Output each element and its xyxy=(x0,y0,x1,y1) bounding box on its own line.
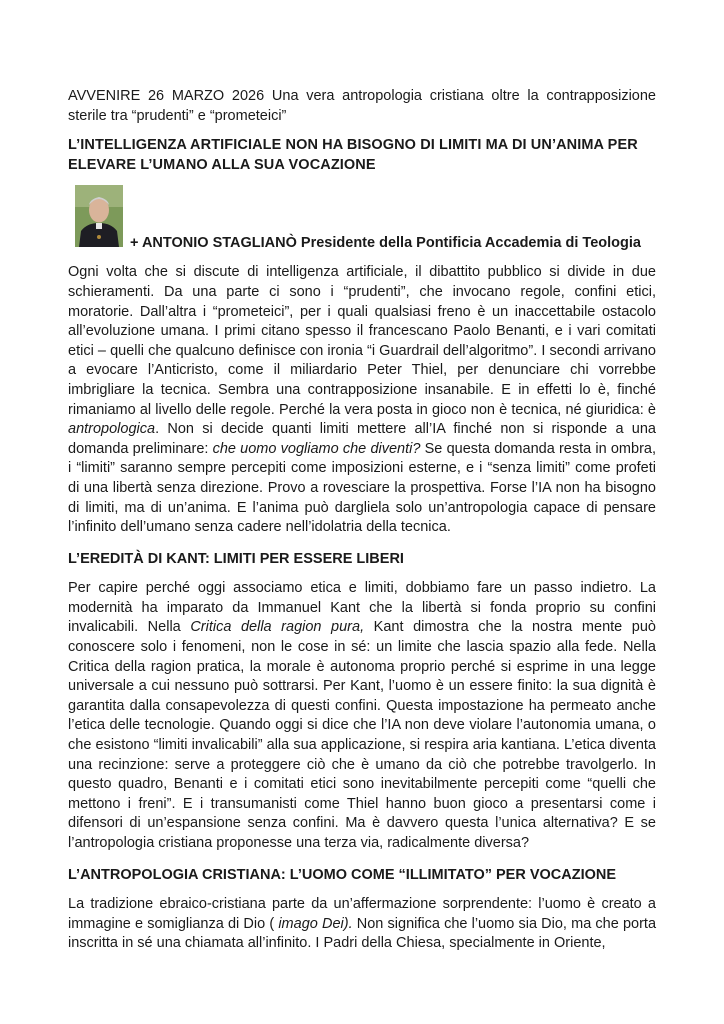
author-block xyxy=(68,185,656,255)
author-line: + ANTONIO STAGLIANÒ Presidente della Pontificia Accademia di Teologia xyxy=(130,235,641,252)
article xyxy=(68,87,656,954)
section-heading-christian-anthropology: L’ANTROPOLOGIA CRISTIANA: L’UOMO COME “ILLIMITATO” PER VOCAZIONE xyxy=(68,866,617,883)
headline: L’INTELLIGENZA ARTIFICIALE NON HA BISOGNO DI LIMITI MA DI UN’ANIMA PER ELEVARE L’UMANO ALLA SUA VOCAZIONE xyxy=(68,137,638,173)
section-heading-kant: L’EREDITÀ DI KANT: LIMITI PER ESSERE LIBERI xyxy=(68,550,404,567)
paragraph-3: La tradizione ebraico-cristiana parte da un’affermazione sorprendente: l’uomo è creato a immagine e somiglianza di Dio ( imago Dei). Non significa che l’uomo sia Dio, ma che porta inscritta in sé una chiamata all’infinito. I Padri della Chiesa, specialmente in Oriente, xyxy=(68,896,657,952)
paragraph-2: Per capire perché oggi associamo etica e limiti, dobbiamo fare un passo indietro. La modernità ha imparato da Immanuel Kant che la libertà si fonda proprio su confini invalicabili. Nella Critica della ragion pura, Kant dimostra che la nostra mente può conoscere solo i fenomeni, non le cose in sé: un limite che lascia spazio alla fede. Nella Critica della ragion pratica, la morale è autonoma proprio perché si esprime in una legge universale a cui nessuno può sottrarsi. Per Kant, l’uomo è un essere finito: la sua dignità è garantita dalla consapevolezza di questi confini. Questa impostazione ha permeato anche l’etica delle tecnologie. Quando oggi si dice che l’IA non deve violare l’autonomia umana, o che esistono “limiti invalicabili” alla sua applicazione, si respira aria kantiana. L’etica diventa una recinzione: serve a proteggere ciò che è umano da ciò che potrebbe travolgerlo. In questo quadro, Benanti e i comitati etici sono inevitabilmente percepiti come “quelli che mettono i freni”. E i transumanisti come Thiel hanno buon gioco a presentarsi come i difensori di un’espansione senza confini. Ma è davvero questa l’unica alternativa? E se l’antropologia cristiana proponesse una terza via, radicalmente diversa? xyxy=(68,580,656,851)
intro-line: AVVENIRE 26 MARZO 2026 Una vera antropologia cristiana oltre la contrapposizione sterile tra “prudenti” e “prometeici” xyxy=(68,88,656,124)
author-portrait xyxy=(75,185,123,247)
paragraph-1: Ogni volta che si discute di intelligenza artificiale, il dibattito pubblico si divide in due schieramenti. Da una parte ci sono i “prudenti”, che invocano regole, confini etici, moratorie. Dall’altra i “prometeici”, per i quali qualsiasi freno è un inaccettabile ostacolo all’evoluzione umana. I primi citano spesso il francescano Paolo Benanti, e i vari comitati etici – quelli che qualcuno definisce con ironia “i Guardrail dell’algoritmo”. I secondi arrivano a evocare l’Anticristo, come il miliardario Peter Thiel, per denunciare chi vorrebbe imbrigliare la tecnica. Sembra una contrapposizione insanabile. E in effetti lo è, finché rimaniamo al livello delle regole. Perché la vera posta in gioco non è tecnica, né giuridica: è antropologica. Non si decide quanti limiti mettere all’IA finché non si risponde a una domanda preliminare: che uomo vogliamo che diventi? Se questa domanda resta in ombra, i “limiti” saranno sempre percepiti come imposizioni esterne, e i “senza limiti” come profeti di una libertà senza direzione. Provo a rovesciare la prospettiva. Forse l’IA non ha bisogno di limiti, ma di un’anima. E l’anima può dargliela solo un’antropologia capace di pensare l’infinito dell’umano senza cadere nell’idolatria della tecnica. xyxy=(68,264,656,536)
